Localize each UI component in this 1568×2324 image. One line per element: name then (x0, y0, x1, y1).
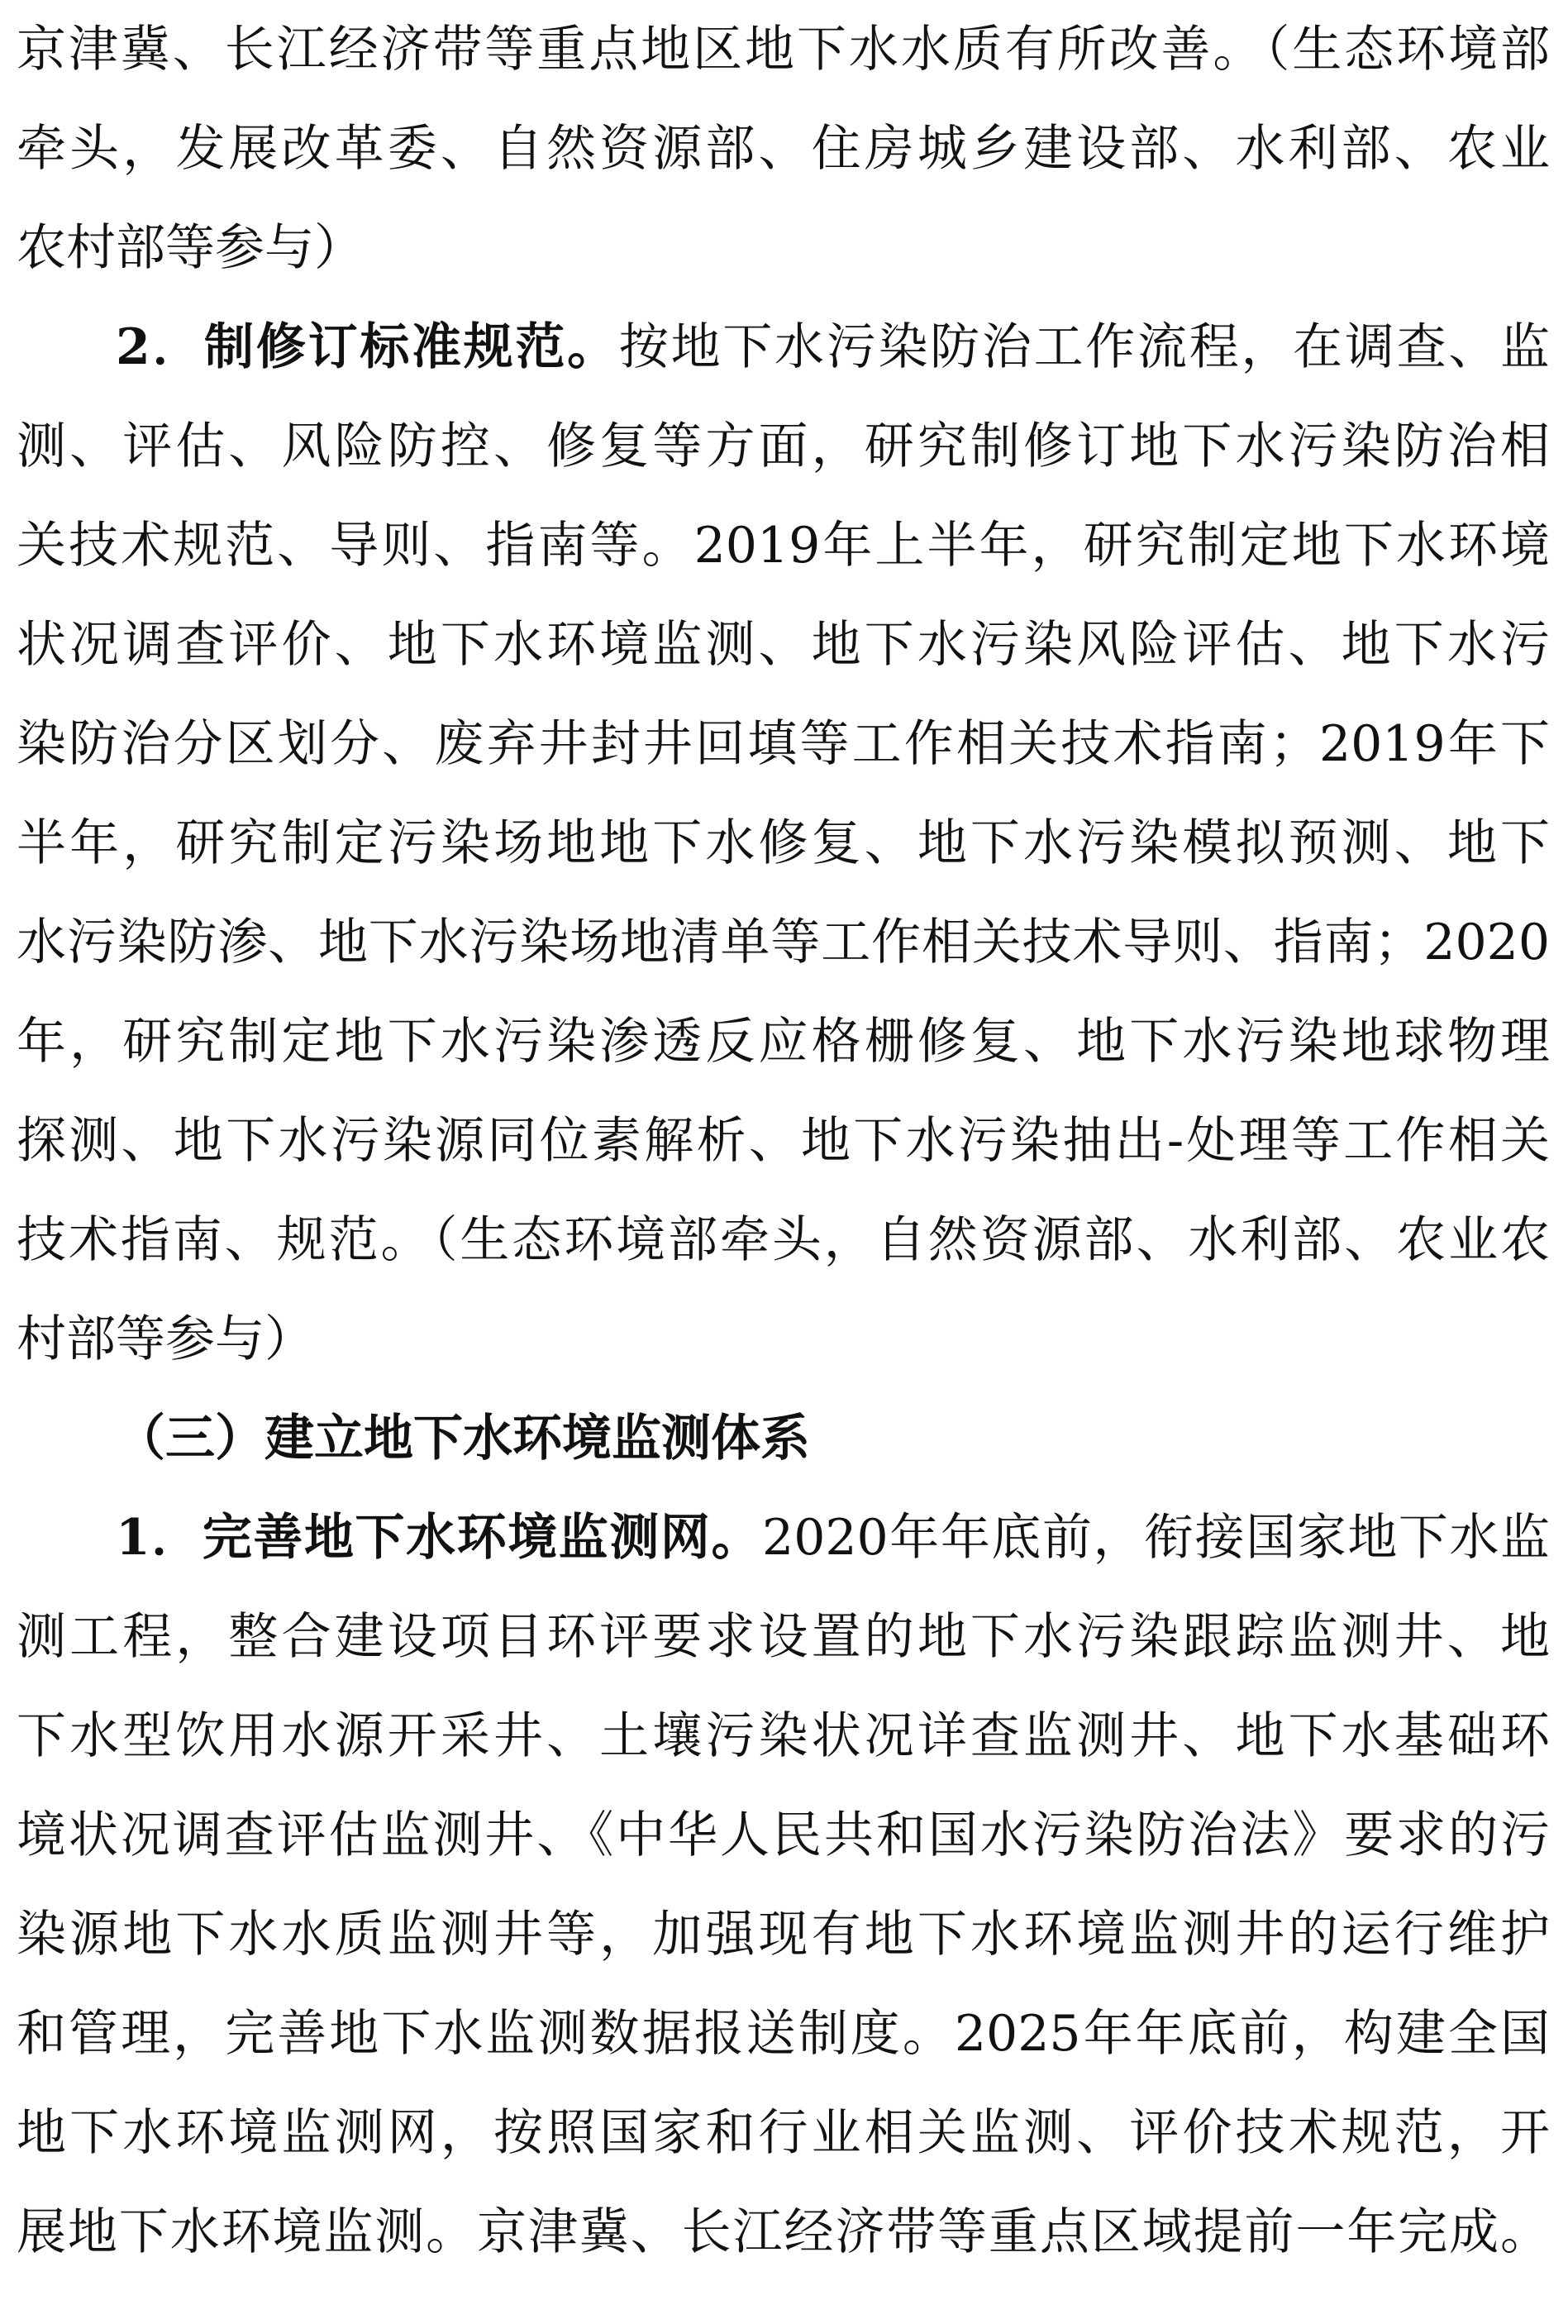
text-line: 染源地下水水质监测井等，加强现有地下水环境监测井的运行维护 (17, 1906, 1550, 1964)
text-line: 年，研究制定地下水污染渗透反应格栅修复、地下水污染地球物理 (17, 1013, 1550, 1071)
text-line: 半年，研究制定污染场地地下水修复、地下水污染模拟预测、地下 (17, 814, 1550, 872)
item-text: 2020年年底前，衔接国家地下水监 (762, 1509, 1550, 1567)
text-line: 染防治分区划分、废弃井封井回填等工作相关技术指南；2019年下 (17, 715, 1550, 773)
text-line: 水污染防渗、地下水污染场地清单等工作相关技术导则、指南；2020 (17, 914, 1550, 971)
text-line: 探测、地下水污染源同位素解析、地下水污染抽出-处理等工作相关 (17, 1112, 1550, 1170)
text-line: 展地下水环境监测。京津冀、长江经济带等重点区域提前一年完成。 (17, 2203, 1550, 2261)
text-line: 测、评估、风险防控、修复等方面，研究制修订地下水污染防治相 (17, 418, 1550, 475)
item-heading: 1．完善地下水环境监测网。 (116, 1509, 763, 1567)
text-line: 村部等参与） (17, 1310, 314, 1368)
text-line: 京津冀、长江经济带等重点地区地下水水质有所改善。（生态环境部 (17, 21, 1550, 79)
text-line: 测工程，整合建设项目环评要求设置的地下水污染跟踪监测井、地 (17, 1608, 1550, 1666)
text-line: 关技术规范、导则、指南等。2019年上半年，研究制定地下水环境 (17, 517, 1550, 575)
numbered-item-2 (17, 298, 1550, 397)
section-heading: （三）建立地下水环境监测体系 (116, 1410, 810, 1467)
text-line: 牵头，发展改革委、自然资源部、住房城乡建设部、水利部、农业 (17, 120, 1550, 178)
text-line: 下水型饮用水源开采井、土壤污染状况详查监测井、地下水基础环 (17, 1707, 1550, 1765)
numbered-item-1 (17, 1488, 1550, 1587)
text-line: 农村部等参与） (17, 219, 364, 277)
text-line: 地下水环境监测网，按照国家和行业相关监测、评价技术规范，开 (17, 2104, 1550, 2162)
item-heading: 2．制修订标准规范。 (116, 318, 619, 376)
text-line: 和管理，完善地下水监测数据报送制度。2025年年底前，构建全国 (17, 2005, 1550, 2063)
text-line: 境状况调查评估监测井、《中华人民共和国水污染防治法》要求的污 (17, 1806, 1550, 1864)
text-line: 技术指南、规范。（生态环境部牵头，自然资源部、水利部、农业农 (17, 1211, 1550, 1269)
item-text: 按地下水污染防治工作流程，在调查、监 (618, 318, 1551, 376)
text-line: 状况调查评价、地下水环境监测、地下水污染风险评估、地下水污 (17, 616, 1550, 674)
